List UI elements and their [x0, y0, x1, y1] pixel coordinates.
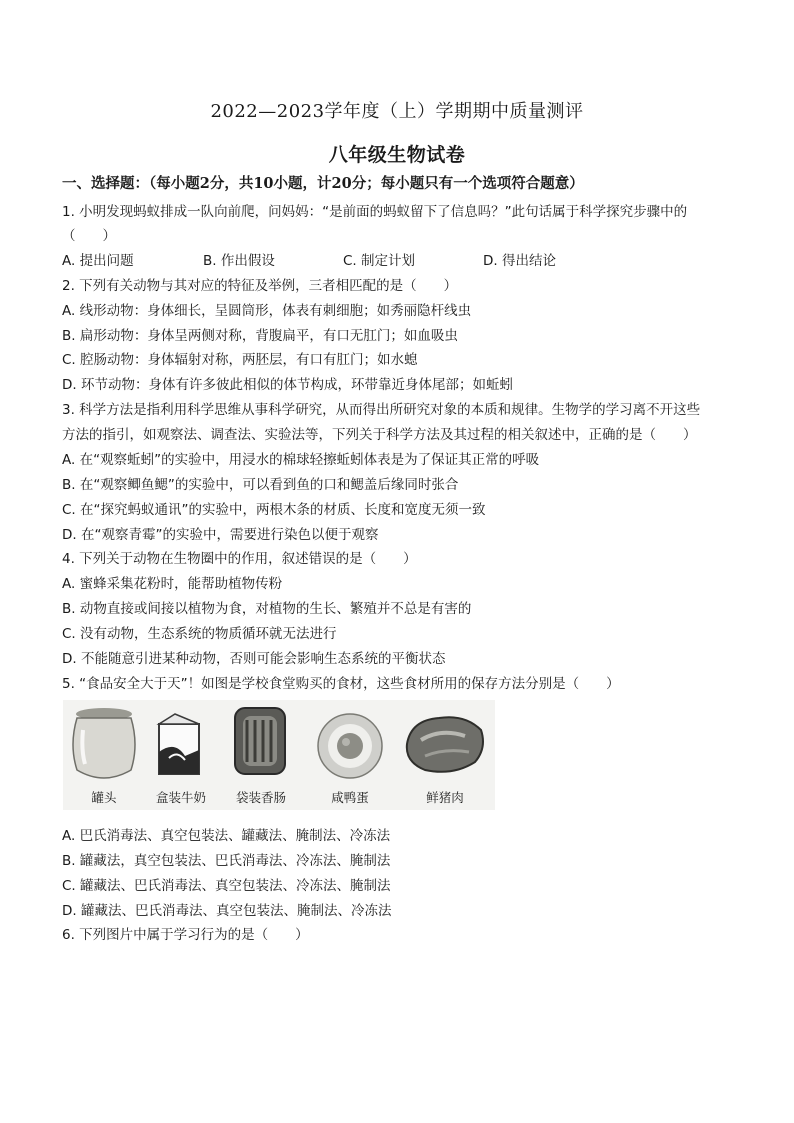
q5-option-c: C. 罐藏法、巴氏消毒法、真空包装法、冷冻法、腌制法 — [62, 878, 391, 894]
q3-option-d: D. 在“观察青霉”的实验中，需要进行染色以便于观察 — [62, 527, 379, 543]
q2-option-a: A. 线形动物：身体细长，呈圆筒形，体表有刺细胞；如秀丽隐杆线虫 — [62, 303, 472, 319]
q1-option-b: B. 作出假设 — [203, 253, 275, 269]
q1-stem-line2: （ ） — [62, 228, 116, 244]
food-figure — [63, 700, 495, 810]
q4-option-a: A. 蜜蜂采集花粉时，能帮助植物传粉 — [62, 576, 283, 592]
q6-stem: 6. 下列图片中属于学习行为的是（ ） — [62, 927, 309, 943]
q4-option-d: D. 不能随意引进某种动物，否则可能会影响生态系统的平衡状态 — [62, 651, 446, 667]
food-item-sausage — [217, 700, 305, 810]
q2-option-b: B. 扁形动物：身体呈两侧对称，背腹扁平，有口无肛门；如血吸虫 — [62, 328, 458, 344]
q3-stem-line1: 3. 科学方法是指利用科学思维从事科学研究，从而得出所研究对象的本质和规律。生物学的学习离不开这些 — [62, 402, 701, 418]
q5-option-b: B. 罐藏法，真空包装法、巴氏消毒法、冷冻法、腌制法 — [62, 853, 391, 869]
exam-title: 2022—2023学年度（上）学期期中质量测评 — [210, 101, 584, 122]
q1-option-c: C. 制定计划 — [343, 253, 416, 269]
food-label-egg: 咸鸭蛋 — [331, 790, 369, 805]
food-item-can — [63, 700, 145, 810]
q2-option-c: C. 腔肠动物：身体辐射对称，两胚层，有口有肛门；如水螅 — [62, 352, 418, 368]
q4-stem: 4. 下列关于动物在生物圈中的作用，叙述错误的是（ ） — [62, 551, 417, 567]
food-label-pork: 鲜猪肉 — [426, 790, 464, 805]
q3-option-a: A. 在“观察蚯蚓”的实验中，用浸水的棉球轻擦蚯蚓体表是为了保证其正常的呼吸 — [62, 452, 540, 468]
q1-stem-line1: 1. 小明发现蚂蚁排成一队向前爬，问妈妈：“是前面的蚂蚁留下了信息吗？”此句话属于科学探究步骤中的 — [62, 204, 688, 220]
q1-option-a: A. 提出问题 — [62, 253, 134, 269]
q4-option-b: B. 动物直接或间接以植物为食，对植物的生长、繁殖并不总是有害的 — [62, 601, 472, 617]
q3-stem-line2: 方法的指引，如观察法、调查法、实验法等，下列关于科学方法及其过程的相关叙述中，正确的是（ ） — [62, 427, 697, 443]
q3-option-c: C. 在“探究蚂蚁通讯”的实验中，两根木条的材质、长度和宽度无须一致 — [62, 502, 486, 518]
q2-option-d: D. 环节动物：身体有许多彼此相似的体节构成，环带靠近身体尾部；如蚯蚓 — [62, 377, 513, 393]
q4-option-c: C. 没有动物，生态系统的物质循环就无法进行 — [62, 626, 337, 642]
q3-option-b: B. 在“观察鲫鱼鳃”的实验中，可以看到鱼的口和鳃盖后缘同时张合 — [62, 477, 459, 493]
food-label-sausage: 袋装香肠 — [235, 790, 286, 805]
food-label-can: 罐头 — [91, 790, 117, 805]
q1-option-d: D. 得出结论 — [483, 253, 556, 269]
section-heading: 一、选择题：（每小题2分，共10小题，计20分；每小题只有一个选项符合题意） — [62, 175, 584, 192]
food-item-pork — [395, 700, 495, 810]
q5-option-a: A. 巴氏消毒法、真空包装法、罐藏法、腌制法、冷冻法 — [62, 828, 391, 844]
exam-subtitle: 八年级生物试卷 — [328, 144, 466, 166]
food-item-milk — [145, 700, 217, 810]
q5-option-d: D. 罐藏法、巴氏消毒法、真空包装法、腌制法、冷冻法 — [62, 903, 392, 919]
q5-stem: 5. “食品安全大于天”！如图是学校食堂购买的食材，这些食材所用的保存方法分别是（ ） — [62, 676, 620, 692]
food-item-egg — [305, 700, 395, 810]
food-label-milk: 盒装牛奶 — [155, 790, 206, 805]
q2-stem: 2. 下列有关动物与其对应的特征及举例，三者相匹配的是（ ） — [62, 278, 458, 294]
